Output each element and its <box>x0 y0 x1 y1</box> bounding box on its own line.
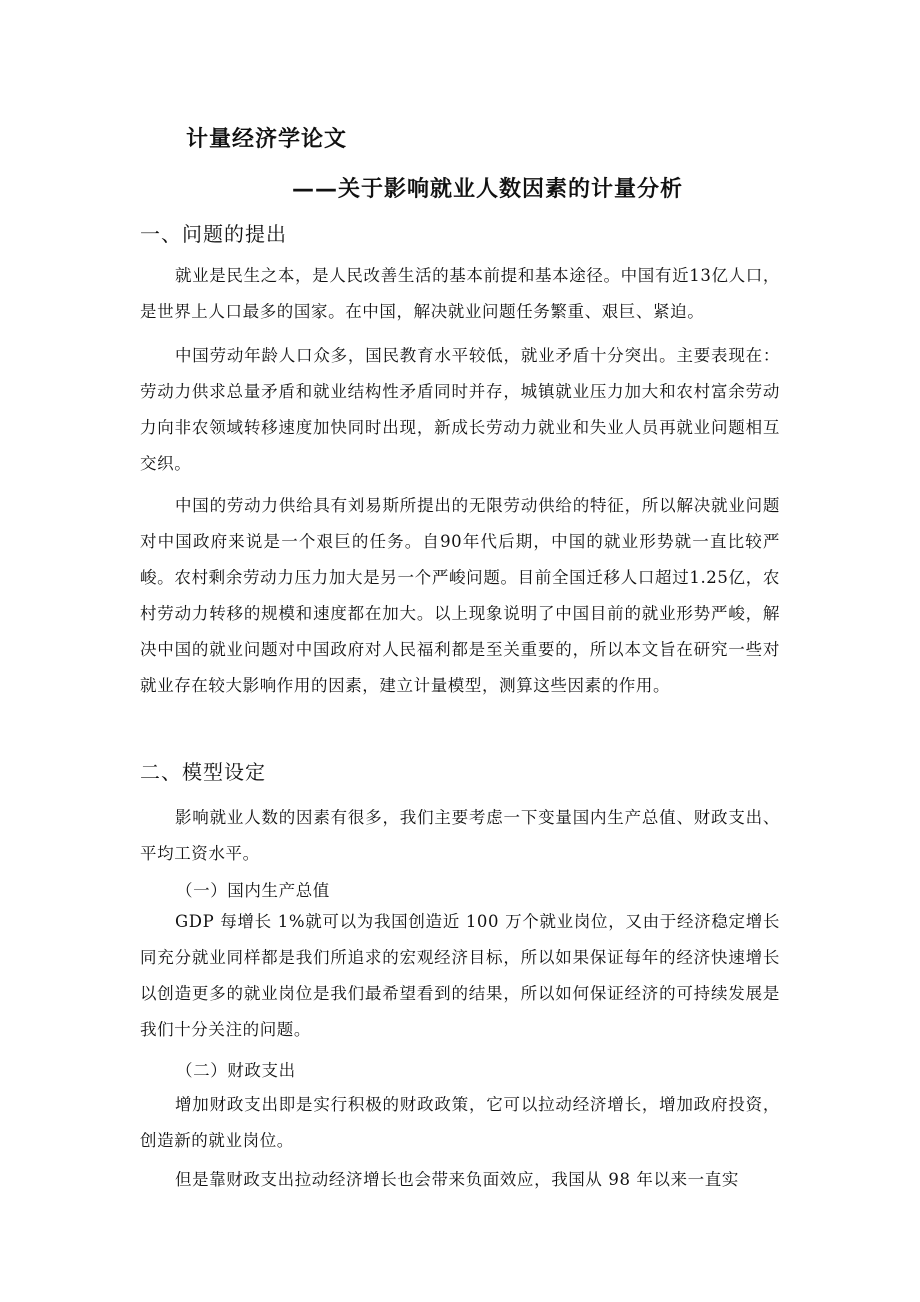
paragraph-4: 影响就业人数的因素有很多，我们主要考虑一下变量国内生产总值、财政支出、平均工资水平。 <box>140 808 780 863</box>
paragraph-2: 中国劳动年龄人口众多，国民教育水平较低，就业矛盾十分突出。主要表现在：劳动力供求总量矛盾和就业结构性矛盾同时并存，城镇就业压力加大和农村富余劳动力向非农领域转移速度加快同时出现，新成长劳动力就业和失业人员再就业问题相互交织。 <box>140 346 780 473</box>
paragraph-1: 就业是民生之本，是人民改善生活的基本前提和基本途径。中国有近13亿人口，是世界上人口最多的国家。在中国，解决就业问题任务繁重、艰巨、紧迫。 <box>140 266 780 321</box>
document-title: 计量经济学论文 <box>186 127 348 152</box>
subsection-heading-2: （二）财政支出 <box>176 1061 296 1080</box>
section-heading-1: 一、问题的提出 <box>140 222 287 246</box>
paragraph-5: GDP 每增长 1%就可以为我国创造近 100 万个就业岗位，又由于经济稳定增长同充分就业同样都是我们所追求的宏观经济目标，所以如果保证每年的经济快速增长以创造更多的就业岗位是我们最希望看到的结果，所以如何保证经济的可持续发展是我们十分关注的问题。 <box>140 912 780 1039</box>
section-heading-2: 二、模型设定 <box>140 760 266 784</box>
paragraph-6: 增加财政支出即是实行积极的财政政策，它可以拉动经济增长，增加政府投资，创造新的就业岗位。 <box>140 1095 780 1150</box>
paragraph-3: 中国的劳动力供给具有刘易斯所提出的无限劳动供给的特征，所以解决就业问题对中国政府来说是一个艰巨的任务。自90年代后期，中国的就业形势就一直比较严峻。农村剩余劳动力压力加大是另一个严峻问题。目前全国迁移人口超过1.25亿，农村劳动力转移的规模和速度都在加大。以上现象说明了中国目前的就业形势严峻，解决中国的就业问题对中国政府对人民福利都是至关重要的，所以本文旨在研究一些对就业存在较大影响作用的因素，建立计量模型，测算这些因素的作用。 <box>140 496 780 695</box>
paragraph-7: 但是靠财政支出拉动经济增长也会带来负面效应，我国从 98 年以来一直实 <box>175 1170 739 1189</box>
subsection-heading-1: （一）国内生产总值 <box>176 881 330 900</box>
document-subtitle: ——关于影响就业人数因素的计量分析 <box>292 177 684 202</box>
